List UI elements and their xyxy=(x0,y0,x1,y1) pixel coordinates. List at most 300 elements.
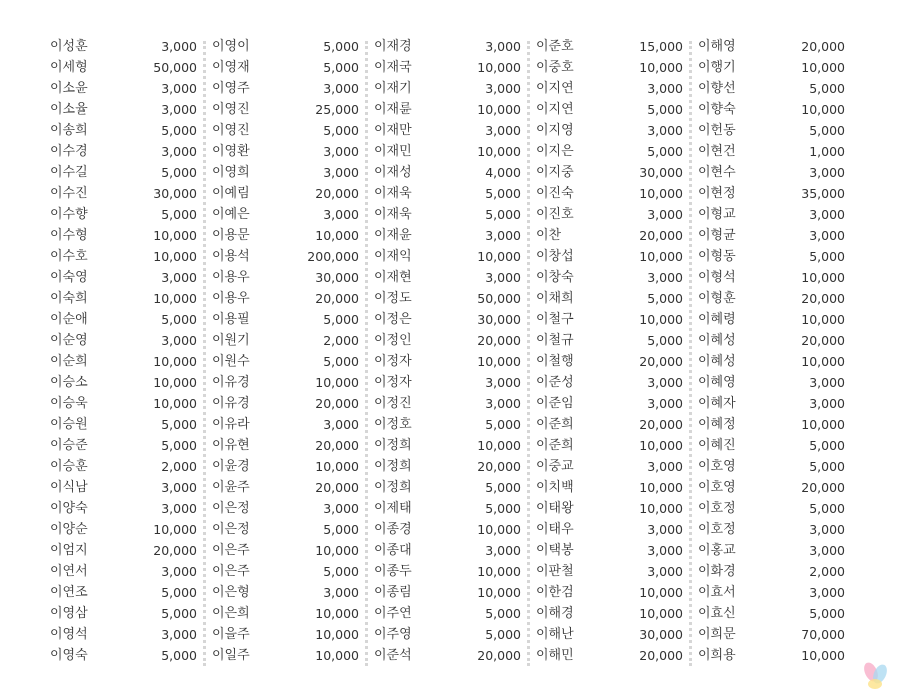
donor-name: 이태왕 xyxy=(536,501,574,516)
donor-name: 이철행 xyxy=(536,354,574,369)
donor-row xyxy=(531,351,693,372)
donor-row xyxy=(207,309,369,330)
donor-name: 이승원 xyxy=(50,417,88,432)
donation-amount: 20,000 xyxy=(477,333,521,348)
donor-name: 이행기 xyxy=(698,60,736,75)
donor-row xyxy=(531,477,693,498)
donation-amount: 20,000 xyxy=(639,354,683,369)
donor-name: 이소윤 xyxy=(50,81,88,96)
donor-row xyxy=(531,246,693,267)
donation-amount: 3,000 xyxy=(485,123,521,138)
donor-name: 이용우 xyxy=(212,291,250,306)
donation-amount: 20,000 xyxy=(315,396,359,411)
donor-name: 이현정 xyxy=(698,186,736,201)
donor-name: 이재만 xyxy=(374,123,412,138)
donation-amount: 70,000 xyxy=(801,627,845,642)
donation-amount: 5,000 xyxy=(647,333,683,348)
donor-row xyxy=(369,309,531,330)
donor-name: 이택봉 xyxy=(536,543,574,558)
donation-amount: 3,000 xyxy=(161,144,197,159)
donation-amount: 5,000 xyxy=(647,144,683,159)
donor-name: 이화경 xyxy=(698,564,736,579)
donor-name: 이엄지 xyxy=(50,543,88,558)
donation-amount: 30,000 xyxy=(639,165,683,180)
donor-row xyxy=(45,267,207,288)
donor-row xyxy=(693,141,855,162)
donation-amount: 5,000 xyxy=(485,207,521,222)
donor-name: 이승준 xyxy=(50,438,88,453)
donation-amount: 20,000 xyxy=(639,228,683,243)
donation-amount: 10,000 xyxy=(477,354,521,369)
donor-row xyxy=(531,204,693,225)
donor-row xyxy=(693,582,855,603)
donation-amount: 10,000 xyxy=(315,543,359,558)
donor-row xyxy=(369,414,531,435)
donor-name: 이수호 xyxy=(50,249,88,264)
donor-row xyxy=(531,603,693,624)
donation-amount: 5,000 xyxy=(161,207,197,222)
donation-amount: 3,000 xyxy=(647,396,683,411)
donor-row xyxy=(207,99,369,120)
donor-name: 이영희 xyxy=(212,165,250,180)
donor-row xyxy=(531,498,693,519)
donation-amount: 20,000 xyxy=(477,648,521,663)
donor-name: 이준임 xyxy=(536,396,574,411)
donor-row xyxy=(207,393,369,414)
donor-name: 이형석 xyxy=(698,270,736,285)
donor-row xyxy=(369,498,531,519)
donor-row xyxy=(693,204,855,225)
donation-amount: 20,000 xyxy=(315,438,359,453)
donor-name: 이준성 xyxy=(536,375,574,390)
donor-name: 이태우 xyxy=(536,522,574,537)
donor-name: 이종대 xyxy=(374,543,412,558)
donation-amount: 3,000 xyxy=(647,543,683,558)
donor-row xyxy=(693,351,855,372)
donor-row xyxy=(45,372,207,393)
donor-name: 이주연 xyxy=(374,606,412,621)
donor-name: 이정진 xyxy=(374,396,412,411)
donation-amount: 3,000 xyxy=(323,81,359,96)
donation-amount: 3,000 xyxy=(323,207,359,222)
donor-row xyxy=(207,78,369,99)
donor-row xyxy=(207,57,369,78)
donation-amount: 5,000 xyxy=(323,60,359,75)
donor-row xyxy=(207,36,369,57)
donation-amount: 1,000 xyxy=(809,144,845,159)
donation-amount: 20,000 xyxy=(639,417,683,432)
donor-name: 이주영 xyxy=(374,627,412,642)
donation-amount: 30,000 xyxy=(477,312,521,327)
donation-amount: 5,000 xyxy=(809,606,845,621)
donor-row xyxy=(693,519,855,540)
donor-name: 이지은 xyxy=(536,144,574,159)
donor-name: 이효신 xyxy=(698,606,736,621)
donation-amount: 3,000 xyxy=(809,228,845,243)
donor-name: 이형교 xyxy=(698,207,736,222)
donor-name: 이혜영 xyxy=(698,375,736,390)
donor-row xyxy=(531,561,693,582)
donation-amount: 3,000 xyxy=(485,543,521,558)
donation-amount: 3,000 xyxy=(647,522,683,537)
donor-row xyxy=(45,204,207,225)
donation-amount: 10,000 xyxy=(639,312,683,327)
donation-amount: 10,000 xyxy=(477,522,521,537)
donor-row xyxy=(531,288,693,309)
donor-row xyxy=(693,540,855,561)
donor-name: 이영진 xyxy=(212,123,250,138)
donor-name: 이승훈 xyxy=(50,459,88,474)
donation-amount: 10,000 xyxy=(639,480,683,495)
donation-amount: 10,000 xyxy=(801,648,845,663)
donor-name: 이용필 xyxy=(212,312,250,327)
donor-name: 이해영 xyxy=(698,39,736,54)
donor-row xyxy=(207,645,369,666)
donor-row xyxy=(369,183,531,204)
donor-row xyxy=(531,225,693,246)
donor-row xyxy=(207,288,369,309)
donor-row xyxy=(693,456,855,477)
donation-amount: 5,000 xyxy=(323,564,359,579)
donor-name: 이진숙 xyxy=(536,186,574,201)
donor-name: 이식남 xyxy=(50,480,88,495)
donor-row xyxy=(369,162,531,183)
donation-amount: 10,000 xyxy=(315,459,359,474)
donor-name: 이재욱 xyxy=(374,186,412,201)
donation-amount: 3,000 xyxy=(161,627,197,642)
donor-row xyxy=(369,141,531,162)
donor-column xyxy=(531,36,693,666)
donor-row xyxy=(207,204,369,225)
donor-name: 이정희 xyxy=(374,459,412,474)
donor-name: 이철규 xyxy=(536,333,574,348)
donation-amount: 20,000 xyxy=(801,39,845,54)
donation-amount: 5,000 xyxy=(485,501,521,516)
donor-column xyxy=(207,36,369,666)
donor-name: 이현건 xyxy=(698,144,736,159)
donor-name: 이영이 xyxy=(212,39,250,54)
donor-row xyxy=(531,540,693,561)
donor-name: 이순애 xyxy=(50,312,88,327)
donation-amount: 30,000 xyxy=(315,270,359,285)
donor-row xyxy=(207,267,369,288)
donation-amount: 3,000 xyxy=(647,270,683,285)
donation-amount: 5,000 xyxy=(647,291,683,306)
donation-amount: 2,000 xyxy=(323,333,359,348)
donor-row xyxy=(693,267,855,288)
donor-row xyxy=(693,183,855,204)
donor-name: 이윤경 xyxy=(212,459,250,474)
donation-amount: 20,000 xyxy=(801,333,845,348)
donor-name: 이중교 xyxy=(536,459,574,474)
donation-amount: 50,000 xyxy=(153,60,197,75)
donation-amount: 10,000 xyxy=(153,249,197,264)
donation-amount: 3,000 xyxy=(485,270,521,285)
donor-name: 이호정 xyxy=(698,522,736,537)
donation-amount: 5,000 xyxy=(485,417,521,432)
donor-row xyxy=(531,330,693,351)
donation-amount: 5,000 xyxy=(161,123,197,138)
donation-amount: 10,000 xyxy=(477,585,521,600)
donor-row xyxy=(531,162,693,183)
donor-row xyxy=(207,477,369,498)
donor-row xyxy=(693,372,855,393)
donation-amount: 3,000 xyxy=(647,375,683,390)
donor-row xyxy=(207,183,369,204)
donation-amount: 3,000 xyxy=(161,270,197,285)
donor-row xyxy=(369,603,531,624)
donor-name: 이성훈 xyxy=(50,39,88,54)
donation-amount: 5,000 xyxy=(323,312,359,327)
donor-row xyxy=(369,288,531,309)
donor-row xyxy=(45,36,207,57)
donation-amount: 2,000 xyxy=(809,564,845,579)
donation-amount: 10,000 xyxy=(801,270,845,285)
donor-name: 이숙영 xyxy=(50,270,88,285)
donation-amount: 5,000 xyxy=(161,417,197,432)
donor-row xyxy=(693,36,855,57)
donor-column xyxy=(693,36,855,666)
donor-name: 이지연 xyxy=(536,102,574,117)
donor-row xyxy=(693,498,855,519)
donor-name: 이준희 xyxy=(536,438,574,453)
donor-row xyxy=(369,330,531,351)
donor-name: 이정희 xyxy=(374,480,412,495)
donation-amount: 25,000 xyxy=(315,102,359,117)
donor-name: 이연서 xyxy=(50,564,88,579)
donor-row xyxy=(45,393,207,414)
donor-row xyxy=(45,435,207,456)
donor-name: 이양숙 xyxy=(50,501,88,516)
donor-name: 이향선 xyxy=(698,81,736,96)
donor-row xyxy=(693,78,855,99)
donor-name: 이숙희 xyxy=(50,291,88,306)
donor-row xyxy=(531,456,693,477)
donation-amount: 10,000 xyxy=(315,228,359,243)
donor-name: 이혜성 xyxy=(698,354,736,369)
donation-amount: 10,000 xyxy=(153,375,197,390)
donor-name: 이승소 xyxy=(50,375,88,390)
donor-name: 이재익 xyxy=(374,249,412,264)
donor-name: 이헌동 xyxy=(698,123,736,138)
donor-row xyxy=(207,603,369,624)
donor-row xyxy=(369,57,531,78)
donation-amount: 5,000 xyxy=(485,606,521,621)
donor-name: 이세형 xyxy=(50,60,88,75)
donor-name: 이채희 xyxy=(536,291,574,306)
donation-amount: 10,000 xyxy=(639,186,683,201)
donation-amount: 20,000 xyxy=(801,291,845,306)
donation-amount: 10,000 xyxy=(315,375,359,390)
donation-amount: 3,000 xyxy=(161,564,197,579)
donation-amount: 10,000 xyxy=(639,585,683,600)
donation-amount: 10,000 xyxy=(477,102,521,117)
donor-name: 이중호 xyxy=(536,60,574,75)
donation-amount: 10,000 xyxy=(477,144,521,159)
donor-row xyxy=(693,645,855,666)
donor-row xyxy=(45,225,207,246)
donor-row xyxy=(207,120,369,141)
donor-row xyxy=(45,540,207,561)
donor-row xyxy=(531,519,693,540)
donor-name: 이은주 xyxy=(212,564,250,579)
donor-column xyxy=(369,36,531,666)
donor-row xyxy=(531,183,693,204)
donor-name: 이혜자 xyxy=(698,396,736,411)
donation-amount: 3,000 xyxy=(809,207,845,222)
donor-row xyxy=(207,561,369,582)
donation-amount: 5,000 xyxy=(323,522,359,537)
donor-name: 이양순 xyxy=(50,522,88,537)
donation-amount: 3,000 xyxy=(485,396,521,411)
donor-name: 이재민 xyxy=(374,144,412,159)
donor-row xyxy=(207,624,369,645)
donor-row xyxy=(531,582,693,603)
donor-name: 이유라 xyxy=(212,417,250,432)
donor-row xyxy=(45,330,207,351)
donation-amount: 5,000 xyxy=(161,648,197,663)
donor-row xyxy=(45,162,207,183)
donor-row xyxy=(369,624,531,645)
donation-amount: 20,000 xyxy=(315,480,359,495)
donation-amount: 3,000 xyxy=(161,480,197,495)
donor-row xyxy=(531,414,693,435)
donor-name: 이소율 xyxy=(50,102,88,117)
donor-name: 이순영 xyxy=(50,333,88,348)
donor-name: 이준석 xyxy=(374,648,412,663)
donation-amount: 5,000 xyxy=(647,102,683,117)
donor-row xyxy=(207,246,369,267)
donation-amount: 10,000 xyxy=(477,60,521,75)
donor-name: 이혜성 xyxy=(698,333,736,348)
donation-amount: 5,000 xyxy=(323,123,359,138)
donor-name: 이해경 xyxy=(536,606,574,621)
donor-name: 이순희 xyxy=(50,354,88,369)
donor-name: 이은정 xyxy=(212,501,250,516)
donor-name: 이승욱 xyxy=(50,396,88,411)
donor-name: 이해난 xyxy=(536,627,574,642)
donation-amount: 30,000 xyxy=(153,186,197,201)
donation-amount: 3,000 xyxy=(809,165,845,180)
donation-amount: 10,000 xyxy=(639,501,683,516)
donor-name: 이찬 xyxy=(536,228,562,243)
donation-amount: 10,000 xyxy=(639,249,683,264)
donor-row xyxy=(531,141,693,162)
donor-row xyxy=(369,519,531,540)
donor-row xyxy=(207,225,369,246)
donor-name: 이지중 xyxy=(536,165,574,180)
donor-row xyxy=(207,372,369,393)
donor-row xyxy=(693,561,855,582)
donor-name: 이정자 xyxy=(374,354,412,369)
donor-row xyxy=(45,99,207,120)
donation-amount: 50,000 xyxy=(477,291,521,306)
donor-row xyxy=(531,309,693,330)
donor-row xyxy=(531,624,693,645)
donor-name: 이준호 xyxy=(536,39,574,54)
donor-row xyxy=(207,351,369,372)
donor-name: 이수향 xyxy=(50,207,88,222)
donor-name: 이희문 xyxy=(698,627,736,642)
donor-row xyxy=(369,267,531,288)
donor-name: 이진호 xyxy=(536,207,574,222)
donation-amount: 5,000 xyxy=(485,627,521,642)
donor-row xyxy=(45,519,207,540)
donation-amount: 3,000 xyxy=(647,123,683,138)
donor-row xyxy=(45,498,207,519)
donor-name: 이정호 xyxy=(374,417,412,432)
donor-row xyxy=(531,57,693,78)
donor-row xyxy=(207,435,369,456)
donor-row xyxy=(45,288,207,309)
donation-amount: 5,000 xyxy=(809,438,845,453)
pastel-petal-logo-icon xyxy=(858,660,892,694)
donation-amount: 5,000 xyxy=(809,81,845,96)
donor-row xyxy=(207,414,369,435)
donor-row xyxy=(207,582,369,603)
donation-amount: 35,000 xyxy=(801,186,845,201)
donation-amount: 10,000 xyxy=(477,249,521,264)
donor-row xyxy=(369,540,531,561)
donor-row xyxy=(531,78,693,99)
donor-row xyxy=(693,162,855,183)
donor-row xyxy=(45,120,207,141)
donation-amount: 5,000 xyxy=(323,39,359,54)
donation-amount: 10,000 xyxy=(801,312,845,327)
donor-name: 이재현 xyxy=(374,270,412,285)
donor-row xyxy=(45,78,207,99)
donor-name: 이영환 xyxy=(212,144,250,159)
donor-row xyxy=(693,288,855,309)
donation-amount: 10,000 xyxy=(639,606,683,621)
donor-row xyxy=(531,36,693,57)
donor-row xyxy=(369,78,531,99)
donor-name: 이정인 xyxy=(374,333,412,348)
donor-name: 이정도 xyxy=(374,291,412,306)
donation-amount: 3,000 xyxy=(161,39,197,54)
donation-amount: 5,000 xyxy=(161,312,197,327)
donor-row xyxy=(369,393,531,414)
donor-row xyxy=(369,36,531,57)
donor-row xyxy=(207,456,369,477)
donor-row xyxy=(369,645,531,666)
donation-amount: 3,000 xyxy=(485,81,521,96)
donation-amount: 3,000 xyxy=(323,144,359,159)
donor-row xyxy=(45,624,207,645)
donor-name: 이정희 xyxy=(374,438,412,453)
donor-name: 이송희 xyxy=(50,123,88,138)
donor-row xyxy=(207,141,369,162)
donor-row xyxy=(693,393,855,414)
donor-row xyxy=(207,498,369,519)
donation-amount: 10,000 xyxy=(153,354,197,369)
donor-name: 이준희 xyxy=(536,417,574,432)
donor-name: 이제태 xyxy=(374,501,412,516)
donor-row xyxy=(693,309,855,330)
donation-amount: 3,000 xyxy=(647,564,683,579)
donor-name: 이재성 xyxy=(374,165,412,180)
donor-row xyxy=(45,456,207,477)
donor-name: 이영숙 xyxy=(50,648,88,663)
donation-amount: 10,000 xyxy=(639,438,683,453)
donation-amount: 10,000 xyxy=(315,627,359,642)
donor-name: 이재경 xyxy=(374,39,412,54)
donor-row xyxy=(693,225,855,246)
donation-amount: 5,000 xyxy=(323,354,359,369)
donor-name: 이희용 xyxy=(698,648,736,663)
donor-row xyxy=(45,246,207,267)
donation-amount: 10,000 xyxy=(315,606,359,621)
